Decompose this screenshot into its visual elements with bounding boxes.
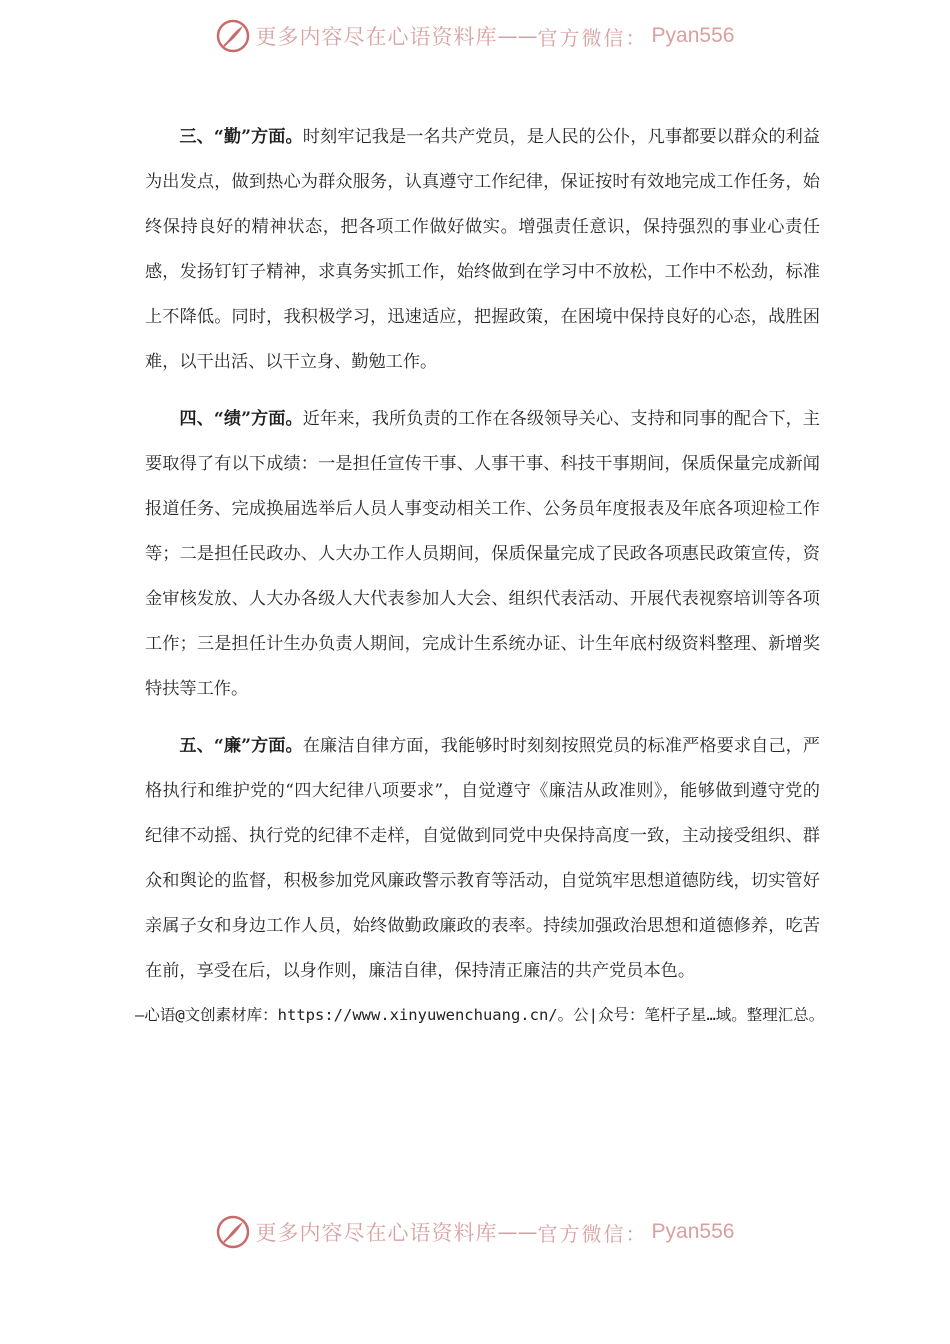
section-diligence xyxy=(145,115,820,385)
source-note: —心语@文创素材库：https://www.xinyuwenchuang.cn/。公|众号：笔杆子星…域。整理汇总。 xyxy=(135,1006,825,1024)
section-heading: 四、“绩”方面。 xyxy=(179,409,303,429)
section-text: 近年来，我所负责的工作在各级领导关心、支持和同事的配合下，主要取得了有以下成绩：一是担任宣传干事、人事干事、科技干事期间，保质保量完成新闻报道任务、完成换届选举后人员人事变动相关工作、公务员年度报表及年底各项迎检工作等；二是担任民政办、人大办工作人员期间，保质保量完成了民政各项惠民政策宣传，资金审核发放、人大办各级人大代表参加人大会、组织代表活动、开展代表视察培训等各项工作；三是担任计生办负责人期间，完成计生系统办证、计生年底村级资料整理、新增奖特扶等工作。 xyxy=(145,409,820,699)
banner-wechat-label: 官方微信： xyxy=(537,25,648,50)
banner-brand-text: 更多内容尽在心语资料库 xyxy=(255,25,498,49)
banner-brand-text: 更多内容尽在心语资料库 xyxy=(255,1221,498,1245)
section-achievements xyxy=(145,397,820,712)
section-heading: 五、“廉”方面。 xyxy=(179,736,303,756)
footer-watermark-banner xyxy=(0,1210,950,1254)
section-text: 在廉洁自律方面，我能够时时刻刻按照党员的标准严格要求自己，严格执行和维护党的“四大纪律八项要求”，自觉遵守《廉洁从政准则》，能够做到遵守党的纪律不动摇、执行党的纪律不走样，自觉做到同党中央保持高度一致，主动接受组织、群众和舆论的监督，积极参加党风廉政警示教育等活动，自觉筑牢思想道德防线，切实管好亲属子女和身边工作人员，始终做勤政廉政的表率。持续加强政治思想和道德修养，吃苦在前，享受在后，以身作则，廉洁自律，保持清正廉洁的共产党员本色。 xyxy=(145,736,820,981)
banner-separator: —— xyxy=(497,24,538,48)
banner-wechat-label: 官方微信： xyxy=(537,1221,648,1246)
quill-logo-icon xyxy=(216,1215,250,1249)
quill-logo-icon xyxy=(216,19,250,53)
header-watermark-banner xyxy=(0,14,950,58)
section-integrity xyxy=(145,724,820,994)
banner-wechat-id: Pyan556 xyxy=(651,24,735,47)
section-text: 时刻牢记我是一名共产党员，是人民的公仆，凡事都要以群众的利益为出发点，做到热心为群众服务，认真遵守工作纪律，保证按时有效地完成工作任务，始终保持良好的精神状态，把各项工作做好做实。增强责任意识，保持强烈的事业心责任感，发扬钉钉子精神，求真务实抓工作，始终做到在学习中不放松，工作中不松劲，标准上不降低。同时，我积极学习，迅速适应，把握政策，在困境中保持良好的心态，战胜困难，以干出活、以干立身、勤勉工作。 xyxy=(145,127,820,372)
banner-wechat-id: Pyan556 xyxy=(651,1220,735,1243)
banner-separator: —— xyxy=(497,1220,538,1244)
section-heading: 三、“勤”方面。 xyxy=(179,127,303,147)
document-body xyxy=(145,115,820,1006)
